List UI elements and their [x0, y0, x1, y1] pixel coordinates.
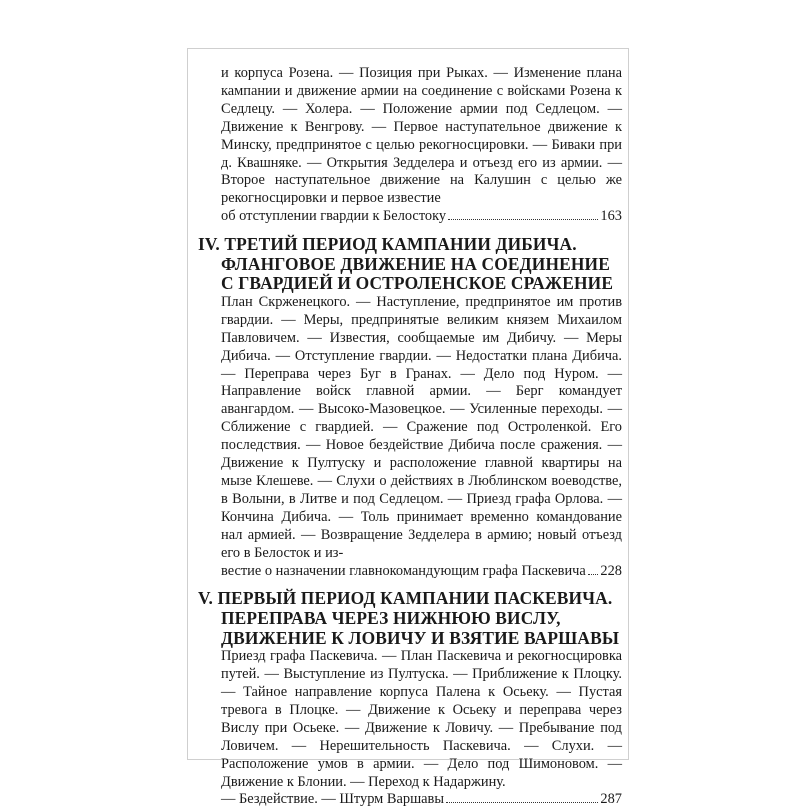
- heading-line: ПЕРЕПРАВА ЧЕРЕЗ НИЖНЮЮ ВИСЛУ,: [221, 608, 561, 629]
- section-tail-line: [198, 791, 622, 809]
- page-number: 163: [600, 208, 622, 225]
- section-heading: [198, 235, 622, 294]
- heading-line: IV. ТРЕТИЙ ПЕРИОД КАМПАНИИ ДИБИЧА.: [198, 234, 577, 255]
- toc-section-v: [198, 589, 622, 809]
- section-heading: [198, 589, 622, 648]
- entry-tail-line: [198, 208, 622, 226]
- entry-text: и корпуса Розена. — Позиция при Рыках. — Изменение плана кампании и движение армии на соединение с войсками Розена к Седлецу. — Холера. — Положение армии под Седлецом. — Движение к Венгрову. — Первое наступательное движение к Минску, предпринятое с целью рекогносцировки. — Биваки при д. Квашняке. — Открытия Зедделера и отъезд его из армии. — Второе наступательное движение на Калушин с целью же рекогносцировки и первое известие: [221, 65, 622, 207]
- table-of-contents: [198, 65, 622, 809]
- heading-line: ФЛАНГОВОЕ ДВИЖЕНИЕ НА СОЕДИНЕНИЕ: [221, 253, 610, 274]
- page-number: 228: [600, 562, 622, 579]
- entry-tail-text: об отступлении гвардии к Белостоку: [221, 208, 447, 225]
- heading-line: С ГВАРДИЕЙ И ОСТРОЛЕНСКОЕ СРАЖЕНИЕ: [221, 273, 614, 294]
- page-number: 287: [600, 791, 622, 808]
- section-text: План Скрженецкого. — Наступление, предпринятое им против гвардии. — Меры, предпринятые великим князем Михаилом Павловичем. — Известия, сообщаемые им Дибичу. — Меры Дибича. — Отступление гвардии. — Недостатки плана Дибича. — Переправа через Буг в Гранах. — Дело под Нуром. — Направление войск главной армии. — Берг командует авангардом. — Высоко-Мазовецкое. — Усиленные переходы. — Сближение с гвардией. — Сражение под Остроленкой. Его последствия. — Новое бездействие Дибича после сражения. — Движение к Пултуску и расположение главной квартиры на мызе Клешеве. — Слухи о действиях в Люблинском воеводстве, в Волыни, в Литве и под Седлецом. — Приезд графа Орлова. — Кончина Дибича. — Толь принимает временно командование нал армией. — Возвращение Зедделера в армию; новый отъезд его в Белосток и из-: [221, 293, 622, 561]
- heading-line: V. ПЕРВЫЙ ПЕРИОД КАМПАНИИ ПАСКЕВИЧА.: [198, 588, 613, 609]
- heading-line: ДВИЖЕНИЕ К ЛОВИЧУ И ВЗЯТИЕ ВАРШАВЫ: [221, 627, 620, 648]
- section-tail-line: [198, 563, 622, 581]
- section-text: Приезд графа Паскевича. — План Паскевича и рекогносцировка путей. — Выступление из Пултуска. — Приближение к Плоцку. — Тайное направление корпуса Палена к Осьеку. — Пустая тревога в Плоцке. — Движение к Осьеку и переправа через Вислу при Осьеке. — Движение к Ловичу. — Пребывание под Ловичем. — Нерешительность Паскевича. — Слухи. — Расположение умов в армии. — Дело под Шимоновом. — Движение к Блонии. — Переход к Надаржину.: [221, 648, 622, 790]
- toc-section-iv: [198, 235, 622, 580]
- book-page: [187, 48, 629, 808]
- section-tail-text: — Бездействие. — Штурм Варшавы: [221, 791, 444, 808]
- dot-leader: [448, 219, 598, 220]
- section-tail-text: вестие о назначении главнокомандующим графа Паскевича: [221, 562, 586, 579]
- toc-entry-continuation: [198, 65, 622, 226]
- dot-leader: [588, 574, 599, 575]
- dot-leader: [446, 802, 598, 803]
